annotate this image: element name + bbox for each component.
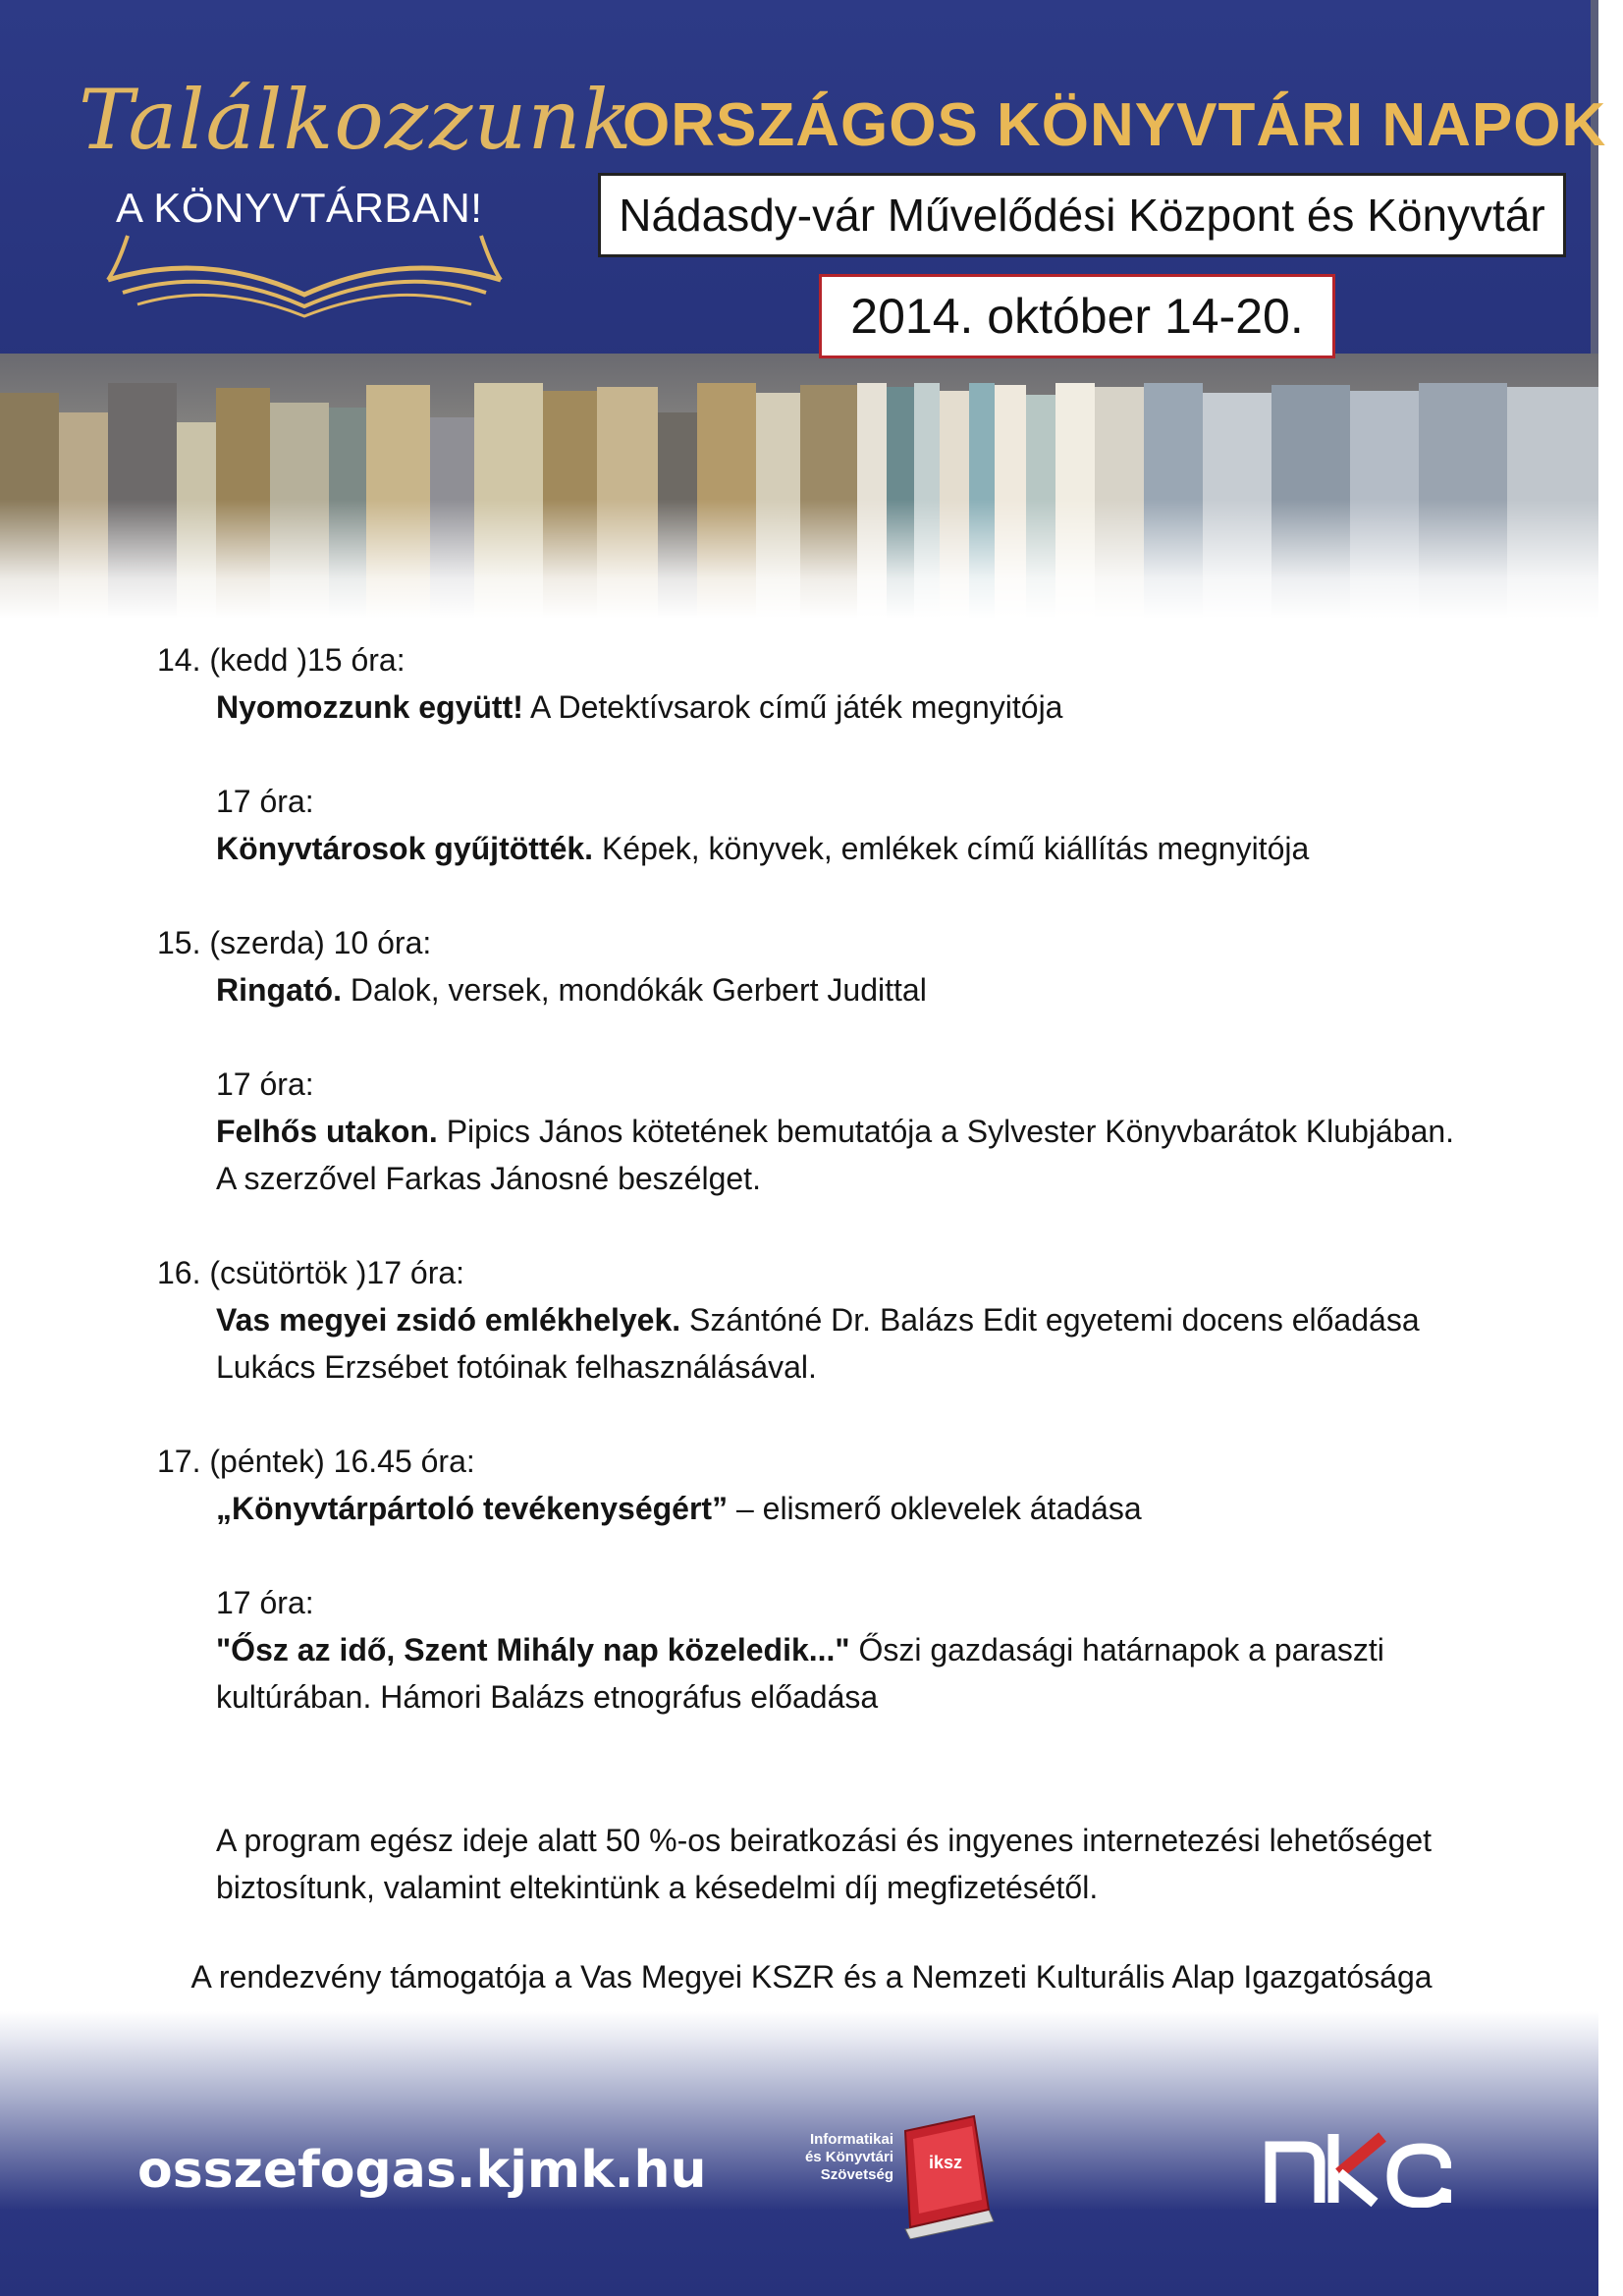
day-15-heading: 15. (szerda) 10 óra: <box>157 925 432 960</box>
event-awards <box>216 1489 1142 1528</box>
event-title: Ringató. <box>216 972 342 1008</box>
event-desc-cont: kultúrában. Hámori Balázs etnográfus előadása <box>216 1679 879 1715</box>
institution-box: Nádasdy-vár Művelődési Központ és Könyvtár <box>598 173 1566 257</box>
logo-subtitle: A KÖNYVTÁRBAN! <box>116 185 483 231</box>
event-title: Vas megyei zsidó emlékhelyek. <box>216 1302 681 1338</box>
nka-logo <box>1265 2129 1451 2208</box>
event-title: Felhős utakon. <box>216 1114 438 1149</box>
ikszo-line: és Könyvtári <box>804 2149 893 2165</box>
logo-script-text: Találkozzunk <box>79 72 633 168</box>
event-desc: Pipics János kötetének bemutatója a Sylvester Könyvbarátok Klubjában. <box>437 1114 1455 1149</box>
ikszo-logo <box>785 2111 1001 2239</box>
ikszo-line: Informatikai <box>809 2131 893 2148</box>
date-box: 2014. október 14-20. <box>819 274 1335 358</box>
day-16-heading: 16. (csütörtök )17 óra: <box>157 1255 465 1290</box>
sponsor-line: A rendezvény támogatója a Vas Megyei KSZR és a Nemzeti Kulturális Alap Igazgatósága <box>190 1959 1433 1995</box>
note-line-1: A program egész ideje alatt 50 %-os beiratkozási és ingyenes internetezési lehetőséget <box>216 1823 1433 1858</box>
time-label: 17 óra: <box>216 1066 314 1102</box>
event-desc: Dalok, versek, mondókák Gerbert Judittal <box>341 972 927 1008</box>
event-exhibition <box>216 829 1309 868</box>
event-desc-cont: Lukács Erzsébet fotóinak felhasználásával. <box>216 1349 817 1385</box>
event-desc: A Detektívsarok című játék megnyitója <box>522 689 1063 725</box>
talalkozzunk-logo <box>39 59 633 324</box>
event-desc-cont: A szerzővel Farkas Jánosné beszélget. <box>216 1161 761 1196</box>
event-title: "Ősz az idő, Szent Mihály nap közeledik..." <box>216 1632 850 1667</box>
time-label: 17 óra: <box>216 784 314 819</box>
time-label: 17 óra: <box>216 1585 314 1620</box>
event-title: Nyomozzunk együtt! <box>216 689 523 725</box>
day-14-heading: 14. (kedd )15 óra: <box>157 642 406 678</box>
event-ringato <box>216 970 927 1010</box>
day-17-heading: 17. (péntek) 16.45 óra: <box>157 1444 475 1479</box>
event-title: Könyvtárosok gyűjtötték. <box>216 831 594 866</box>
note-line-2: biztosítunk, valamint eltekintünk a késedelmi díj megfizetésétől. <box>216 1870 1099 1905</box>
bookshelf-image <box>0 354 1598 619</box>
event-desc: Képek, könyvek, emlékek című kiállítás megnyitója <box>593 831 1310 866</box>
ikszo-book-icon <box>895 2111 1001 2239</box>
ikszo-text <box>785 2131 893 2184</box>
event-book-launch <box>216 1112 1454 1151</box>
event-title: „Könyvtárpártoló tevékenységért” <box>216 1491 729 1526</box>
event-lecture <box>216 1300 1420 1339</box>
ikszo-line: Szövetség <box>820 2166 893 2183</box>
event-detective <box>216 687 1062 727</box>
event-desc: Szántóné Dr. Balázs Edit egyetemi docens előadása <box>680 1302 1420 1338</box>
header-shadow <box>1591 0 1598 373</box>
website-link[interactable]: osszefogas.kjmk.hu <box>137 2141 707 2200</box>
event-desc: Őszi gazdasági határnapok a paraszti <box>849 1632 1384 1667</box>
event-desc: – elismerő oklevelek átadása <box>728 1491 1142 1526</box>
ikszo-badge-text: iksz <box>929 2153 963 2172</box>
nka-text: nka <box>1265 2129 1267 2130</box>
open-book-icon <box>98 226 511 324</box>
event-ethnography <box>216 1630 1384 1669</box>
page-title: ORSZÁGOS KÖNYVTÁRI NAPOK <box>622 91 1607 159</box>
